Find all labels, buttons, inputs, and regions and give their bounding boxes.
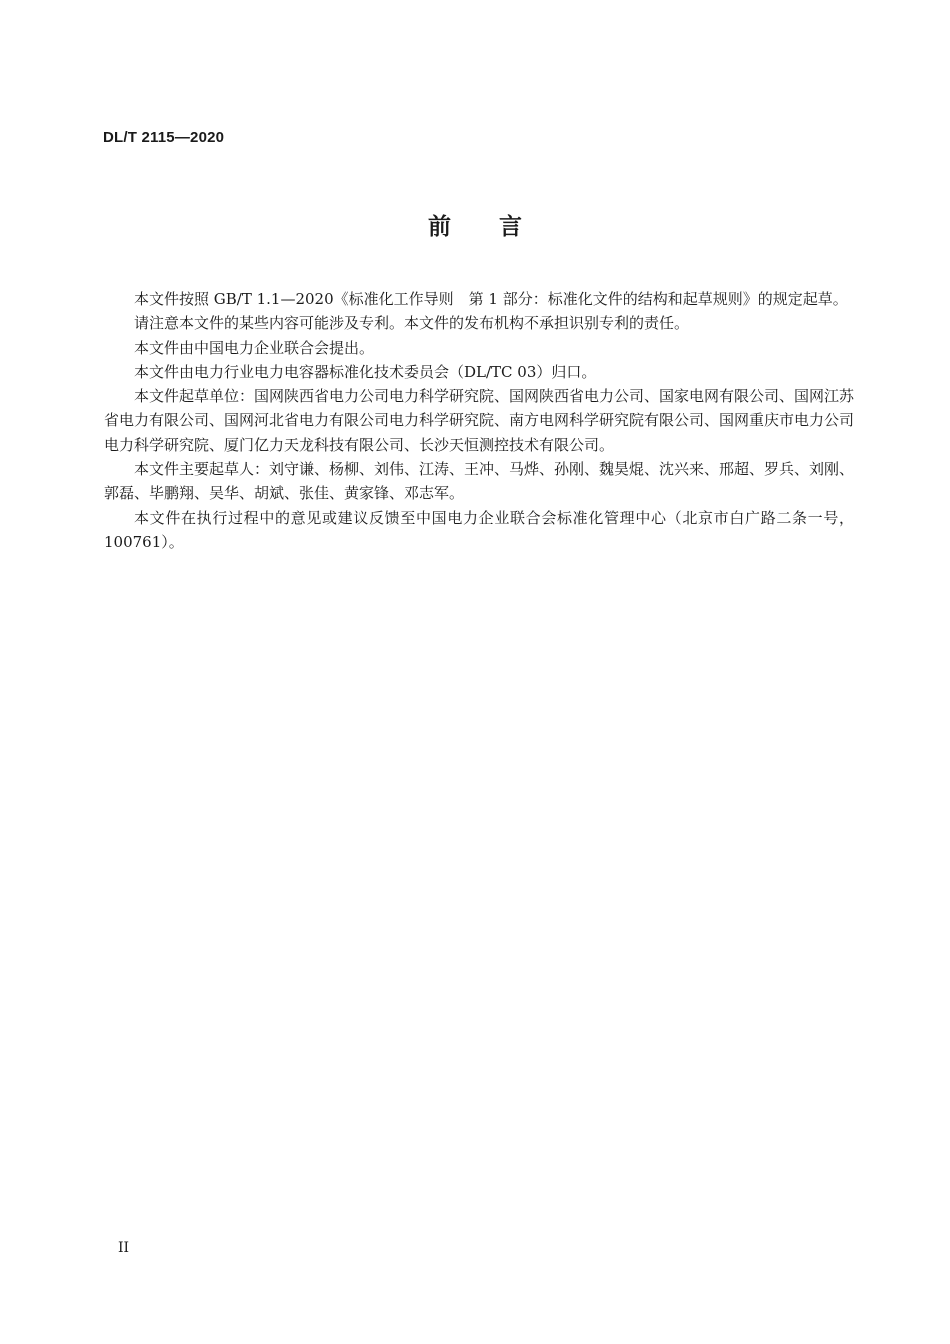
foreword-body [104, 287, 854, 554]
paragraph-committee: 本文件由电力行业电力电容器标准化技术委员会（DL/TC 03）归口。 [134, 362, 597, 381]
paragraph-drafting-units: 本文件起草单位：国网陕西省电力公司电力科学研究院、国网陕西省电力公司、国家电网有限公司、国网江苏省电力有限公司、国网河北省电力有限公司电力科学研究院、南方电网科学研究院有限公司、国网重庆市电力公司电力科学研究院、厦门亿力天龙科技有限公司、长沙天恒测控技术有限公司。 [104, 387, 855, 454]
page-title [0, 208, 950, 241]
title-part-1: 前 [428, 214, 451, 240]
title-part-2: 言 [499, 214, 522, 240]
paragraph-patent-notice: 请注意本文件的某些内容可能涉及专利。本文件的发布机构不承担识别专利的责任。 [134, 314, 690, 333]
page-number: II [118, 1240, 130, 1256]
paragraph-drafters: 本文件主要起草人：刘守谦、杨柳、刘伟、江涛、王冲、马烨、孙刚、魏昊焜、沈兴来、邢超、罗兵、刘刚、郭磊、毕鹏翔、吴华、胡斌、张佳、黄家锋、邓志军。 [104, 460, 855, 503]
paragraph-proposer: 本文件由中国电力企业联合会提出。 [134, 338, 375, 357]
document-code: DL/T 2115—2020 [103, 129, 225, 146]
paragraph-feedback: 本文件在执行过程中的意见或建议反馈至中国电力企业联合会标准化管理中心（北京市白广路二条一号，100761）。 [104, 508, 854, 551]
paragraph-drafting-rules: 本文件按照 GB/T 1.1—2020《标准化工作导则 第 1 部分：标准化文件的结构和起草规则》的规定起草。 [134, 290, 848, 308]
